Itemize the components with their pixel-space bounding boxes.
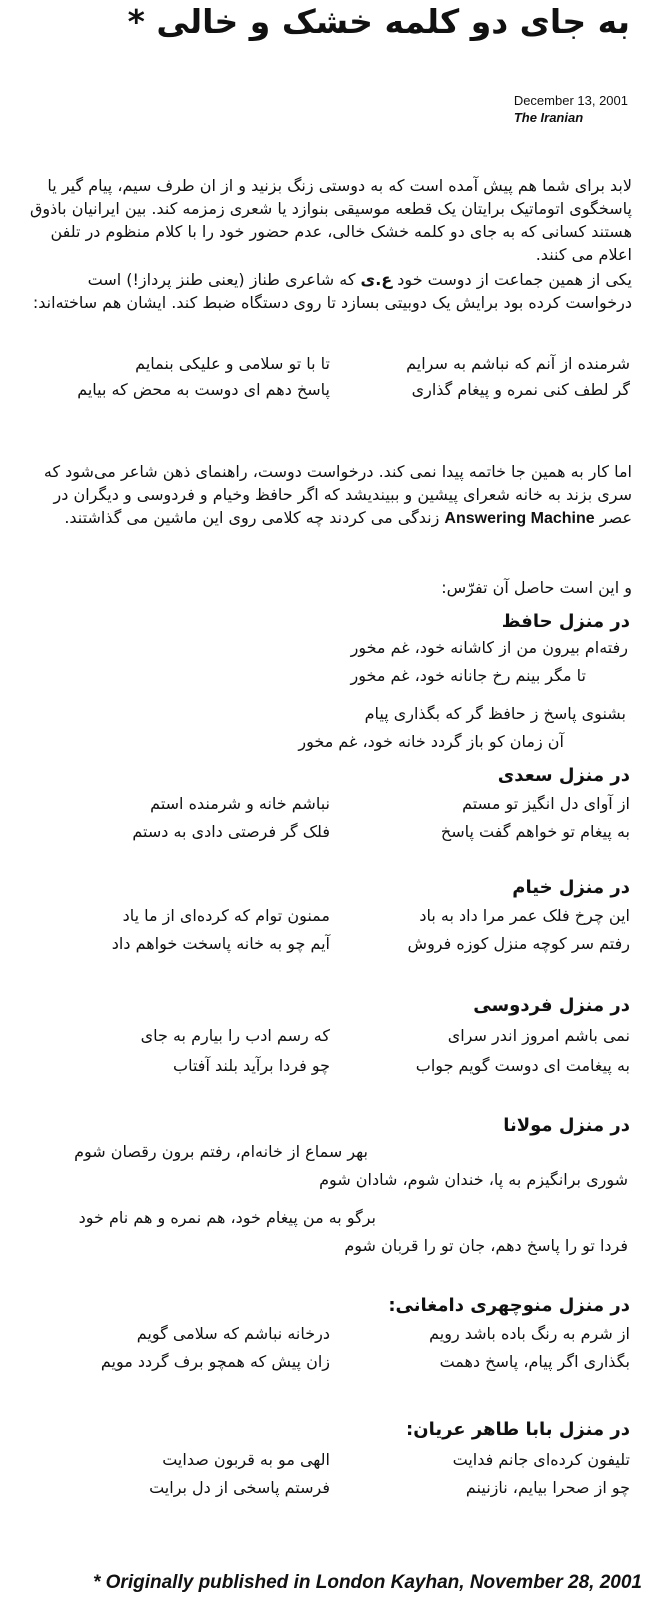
hemistich: نباشم خانه و شرمنده استم bbox=[150, 794, 330, 813]
hemistich: رفتم سر کوچه منزل کوزه فروش bbox=[407, 934, 630, 953]
verse-line: بهر سماع از خانه‌ام، رفتم برون رقصان شوم bbox=[74, 1142, 368, 1161]
hemistich: فرستم پاسخی از دل برایت bbox=[149, 1478, 330, 1497]
ferdowsi-couplet-1 bbox=[20, 1024, 630, 1048]
intro-couplet-2 bbox=[20, 378, 630, 402]
middle-paragraph-end: زندگی می کردند چه کلامی روی این ماشین می گذاشتند. bbox=[64, 508, 440, 527]
manouchehri-couplet-2 bbox=[20, 1350, 630, 1374]
transition-line: و این است حاصل آن تفرّس: bbox=[441, 578, 632, 597]
verse-line: بشنوی پاسخ ز حافظ گر که بگذاری پیام bbox=[364, 704, 626, 723]
dateline bbox=[514, 92, 628, 126]
verse-line: فردا تو را پاسخ دهم، جان تو را قربان شوم bbox=[344, 1236, 628, 1255]
manouchehri-couplet-1 bbox=[20, 1322, 630, 1346]
hemistich: به پیغام تو خواهم گفت پاسخ bbox=[440, 822, 630, 841]
middle-paragraph bbox=[20, 460, 632, 530]
hemistich: این چرخ فلک عمر مرا داد به باد bbox=[419, 906, 630, 925]
section-heading-manouchehri: در منزل منوچهری دامغانی: bbox=[388, 1295, 630, 1316]
intro-paragraph-2 bbox=[20, 268, 632, 314]
hemistich: بگذاری اگر پیام، پاسخ دهمت bbox=[439, 1352, 630, 1371]
khayyam-couplet-1 bbox=[20, 904, 630, 928]
hemistich: چو از صحرا بیایم، نازنینم bbox=[465, 1478, 630, 1497]
khayyam-couplet-2 bbox=[20, 932, 630, 956]
hemistich: فلک گر فرصتی دادی به دستم bbox=[132, 822, 330, 841]
intro-couplet-1 bbox=[20, 352, 630, 376]
hemistich: گر لطف کنی نمره و پیغام گذاری bbox=[411, 380, 630, 399]
hemistich: تلیفون کرده‌ای جانم فدایت bbox=[452, 1450, 630, 1469]
answering-machine-term: Answering Machine bbox=[444, 510, 595, 527]
section-heading-hafez: در منزل حافظ bbox=[501, 611, 630, 632]
babataher-couplet-1 bbox=[20, 1448, 630, 1472]
intro-paragraph-1: لابد برای شما هم پیش آمده است که به دوستی زنگ بزنید و از ان طرف سیم، پیام گیر یا پاسخگوی اتوماتیک برایتان یک قطعه موسیقی بنوازد یا شعری زمزمه کند. بین ایرانیان باذوق هستند کسانی که به جای دو کلمه خشک خالی، عدم حضور خود را با کلام منظوم در تلفن اعلام می کنند. bbox=[30, 176, 632, 264]
hemistich: چو فردا برآید بلند آفتاب bbox=[173, 1056, 330, 1075]
hemistich: نمی باشم امروز اندر سرای bbox=[447, 1026, 630, 1045]
publication-name: The Iranian bbox=[513, 110, 584, 125]
hemistich: الهی مو به قربون صدایت bbox=[162, 1450, 330, 1469]
footnote: * Originally published in London Kayhan, November 28, 2001 bbox=[92, 1572, 642, 1593]
hemistich: شرمنده از آنم که نباشم به سرایم bbox=[406, 354, 630, 373]
hemistich: آیم چو به خانه پاسخت خواهم داد bbox=[111, 934, 330, 953]
hemistich: تا با تو سلامی و علیکی بنمایم bbox=[135, 354, 330, 373]
middle-paragraph-start: اما کار به همین جا خاتمه پیدا نمی کند. درخواست دوست، راهنمای ذهن شاعر می‌شود که سری بزند به خانه شعرای پیشین و ببیندیشد که اگر حافظ وخیام و فردوسی و دیگران در عصر bbox=[43, 462, 632, 527]
section-heading-ferdowsi: در منزل فردوسی bbox=[473, 995, 630, 1016]
article-title: به جای دو کلمه خشک و خالی * bbox=[127, 2, 630, 41]
poet-initials: ع.ی bbox=[360, 270, 393, 289]
verse-line: شوری برانگیزم به پا، خندان شوم، شادان شوم bbox=[319, 1170, 628, 1189]
verse-line: برگو به من پیغام خود، هم نمره و هم نام خود bbox=[78, 1208, 376, 1227]
section-heading-khayyam: در منزل خیام bbox=[512, 877, 630, 898]
hemistich: از شرم به رنگ باده باشد رویم bbox=[429, 1324, 630, 1343]
intro-paragraph-2-end: که شاعری طناز (یعنی طنز پرداز!) است درخواست کرده بود برایش یک دوبیتی بسازد تا روی دستگاه ضبط کند. ایشان هم ساخته‌اند: bbox=[32, 270, 632, 312]
saadi-couplet-2 bbox=[20, 820, 630, 844]
hemistich: زان پیش که همچو برف گردد مویم bbox=[100, 1352, 330, 1371]
hemistich: که رسم ادب را بیارم به جای bbox=[140, 1026, 330, 1045]
verse-line: رفته‌ام بیرون من از کاشانه خود، غم مخور bbox=[350, 638, 628, 657]
saadi-couplet-1 bbox=[20, 792, 630, 816]
babataher-couplet-2 bbox=[20, 1476, 630, 1500]
intro-paragraph-2-start: یکی از همین جماعت از دوست خود bbox=[397, 270, 632, 289]
verse-line: تا مگر بینم رخ جانانه خود، غم مخور bbox=[350, 666, 586, 685]
ferdowsi-couplet-2 bbox=[20, 1054, 630, 1078]
hemistich: به پیغامت ای دوست گویم جواب bbox=[415, 1056, 630, 1075]
hemistich: درخانه نباشم که سلامی گویم bbox=[136, 1324, 330, 1343]
hemistich: پاسخ دهم ای دوست به محض که بیایم bbox=[77, 380, 330, 399]
hemistich: ممنون توام که کرده‌ای از ما یاد bbox=[122, 906, 330, 925]
section-heading-molana: در منزل مولانا bbox=[503, 1115, 630, 1136]
verse-line: آن زمان کو باز گردد خانه خود، غم مخور bbox=[298, 732, 564, 751]
section-heading-babataher: در منزل بابا طاهر عریان: bbox=[406, 1419, 630, 1440]
publish-date: December 13, 2001 bbox=[513, 93, 628, 108]
section-heading-saadi: در منزل سعدی bbox=[497, 765, 630, 786]
hemistich: از آوای دل انگیز تو مستم bbox=[462, 794, 630, 813]
